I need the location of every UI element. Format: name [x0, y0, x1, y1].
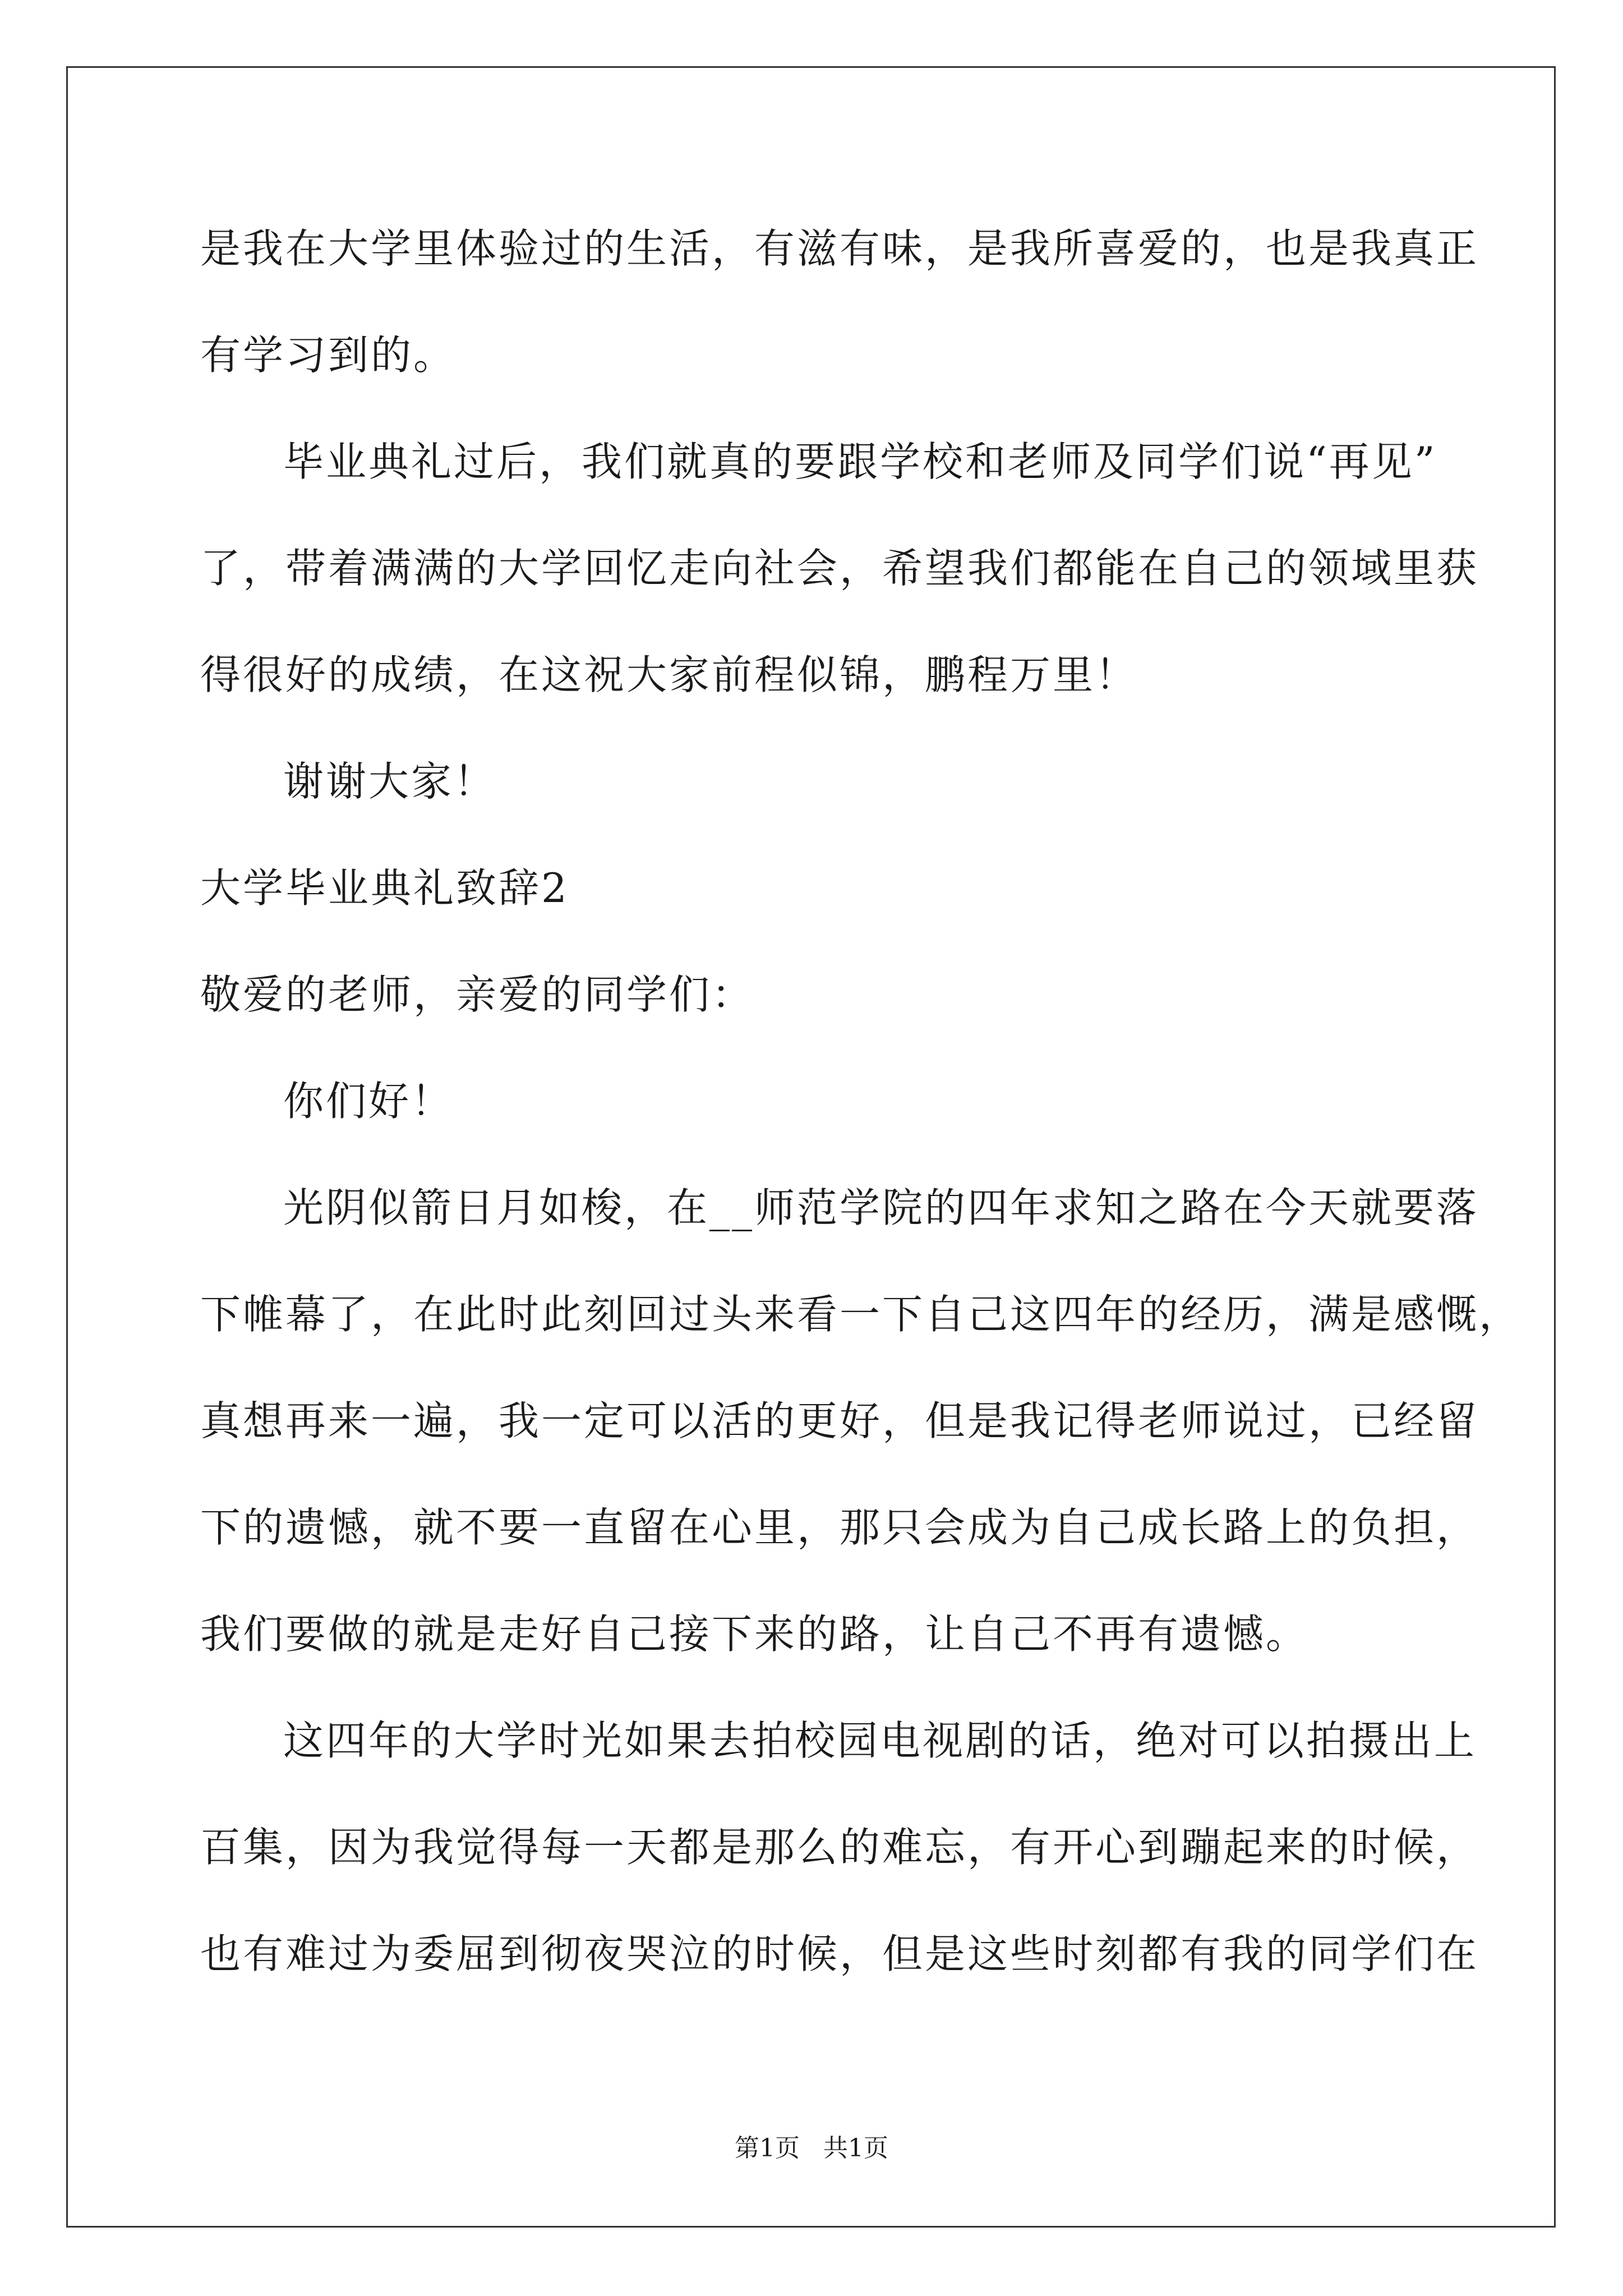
text-line: 下帷幕了，在此时此刻回过头来看一下自己这四年的经历，满是感慨， — [200, 1291, 1522, 1338]
page-border — [66, 66, 1556, 2228]
page-footer — [0, 2132, 1623, 2165]
paragraph-start-line: 谢谢大家！ — [283, 758, 497, 805]
paragraph-start-line: 光阴似箭日月如梭，在__师范学院的四年求知之路在今天就要落 — [283, 1184, 1479, 1231]
text-line: 我们要做的就是走好自己接下来的路，让自己不再有遗憾。 — [200, 1611, 1309, 1658]
text-line: 也有难过为委屈到彻夜哭泣的时候，但是这些时刻都有我的同学们在 — [200, 1930, 1479, 1977]
salutation: 敬爱的老师，亲爱的同学们： — [200, 971, 755, 1018]
page-total: 共1页 — [823, 2134, 888, 2162]
page-number: 第1页 — [735, 2134, 800, 2162]
text-line: 得很好的成绩，在这祝大家前程似锦，鹏程万里！ — [200, 651, 1138, 698]
section-heading: 大学毕业典礼致辞2 — [200, 864, 569, 912]
text-line: 真想再来一遍，我一定可以活的更好，但是我记得老师说过，已经留 — [200, 1397, 1479, 1444]
text-line: 下的遗憾，就不要一直留在心里，那只会成为自己成长路上的负担， — [200, 1504, 1479, 1551]
text-line: 是我在大学里体验过的生活，有滋有味，是我所喜爱的，也是我真正 — [200, 225, 1479, 272]
paragraph-start-line: 毕业典礼过后，我们就真的要跟学校和老师及同学们说“再见” — [283, 438, 1437, 485]
text-line: 百集，因为我觉得每一天都是那么的难忘，有开心到蹦起来的时候， — [200, 1824, 1479, 1871]
paragraph-start-line: 这四年的大学时光如果去拍校园电视剧的话，绝对可以拍摄出上 — [283, 1717, 1477, 1764]
text-line: 有学习到的。 — [200, 332, 457, 379]
text-line: 了，带着满满的大学回忆走向社会，希望我们都能在自己的领域里获 — [200, 545, 1479, 592]
greeting: 你们好！ — [283, 1078, 454, 1125]
